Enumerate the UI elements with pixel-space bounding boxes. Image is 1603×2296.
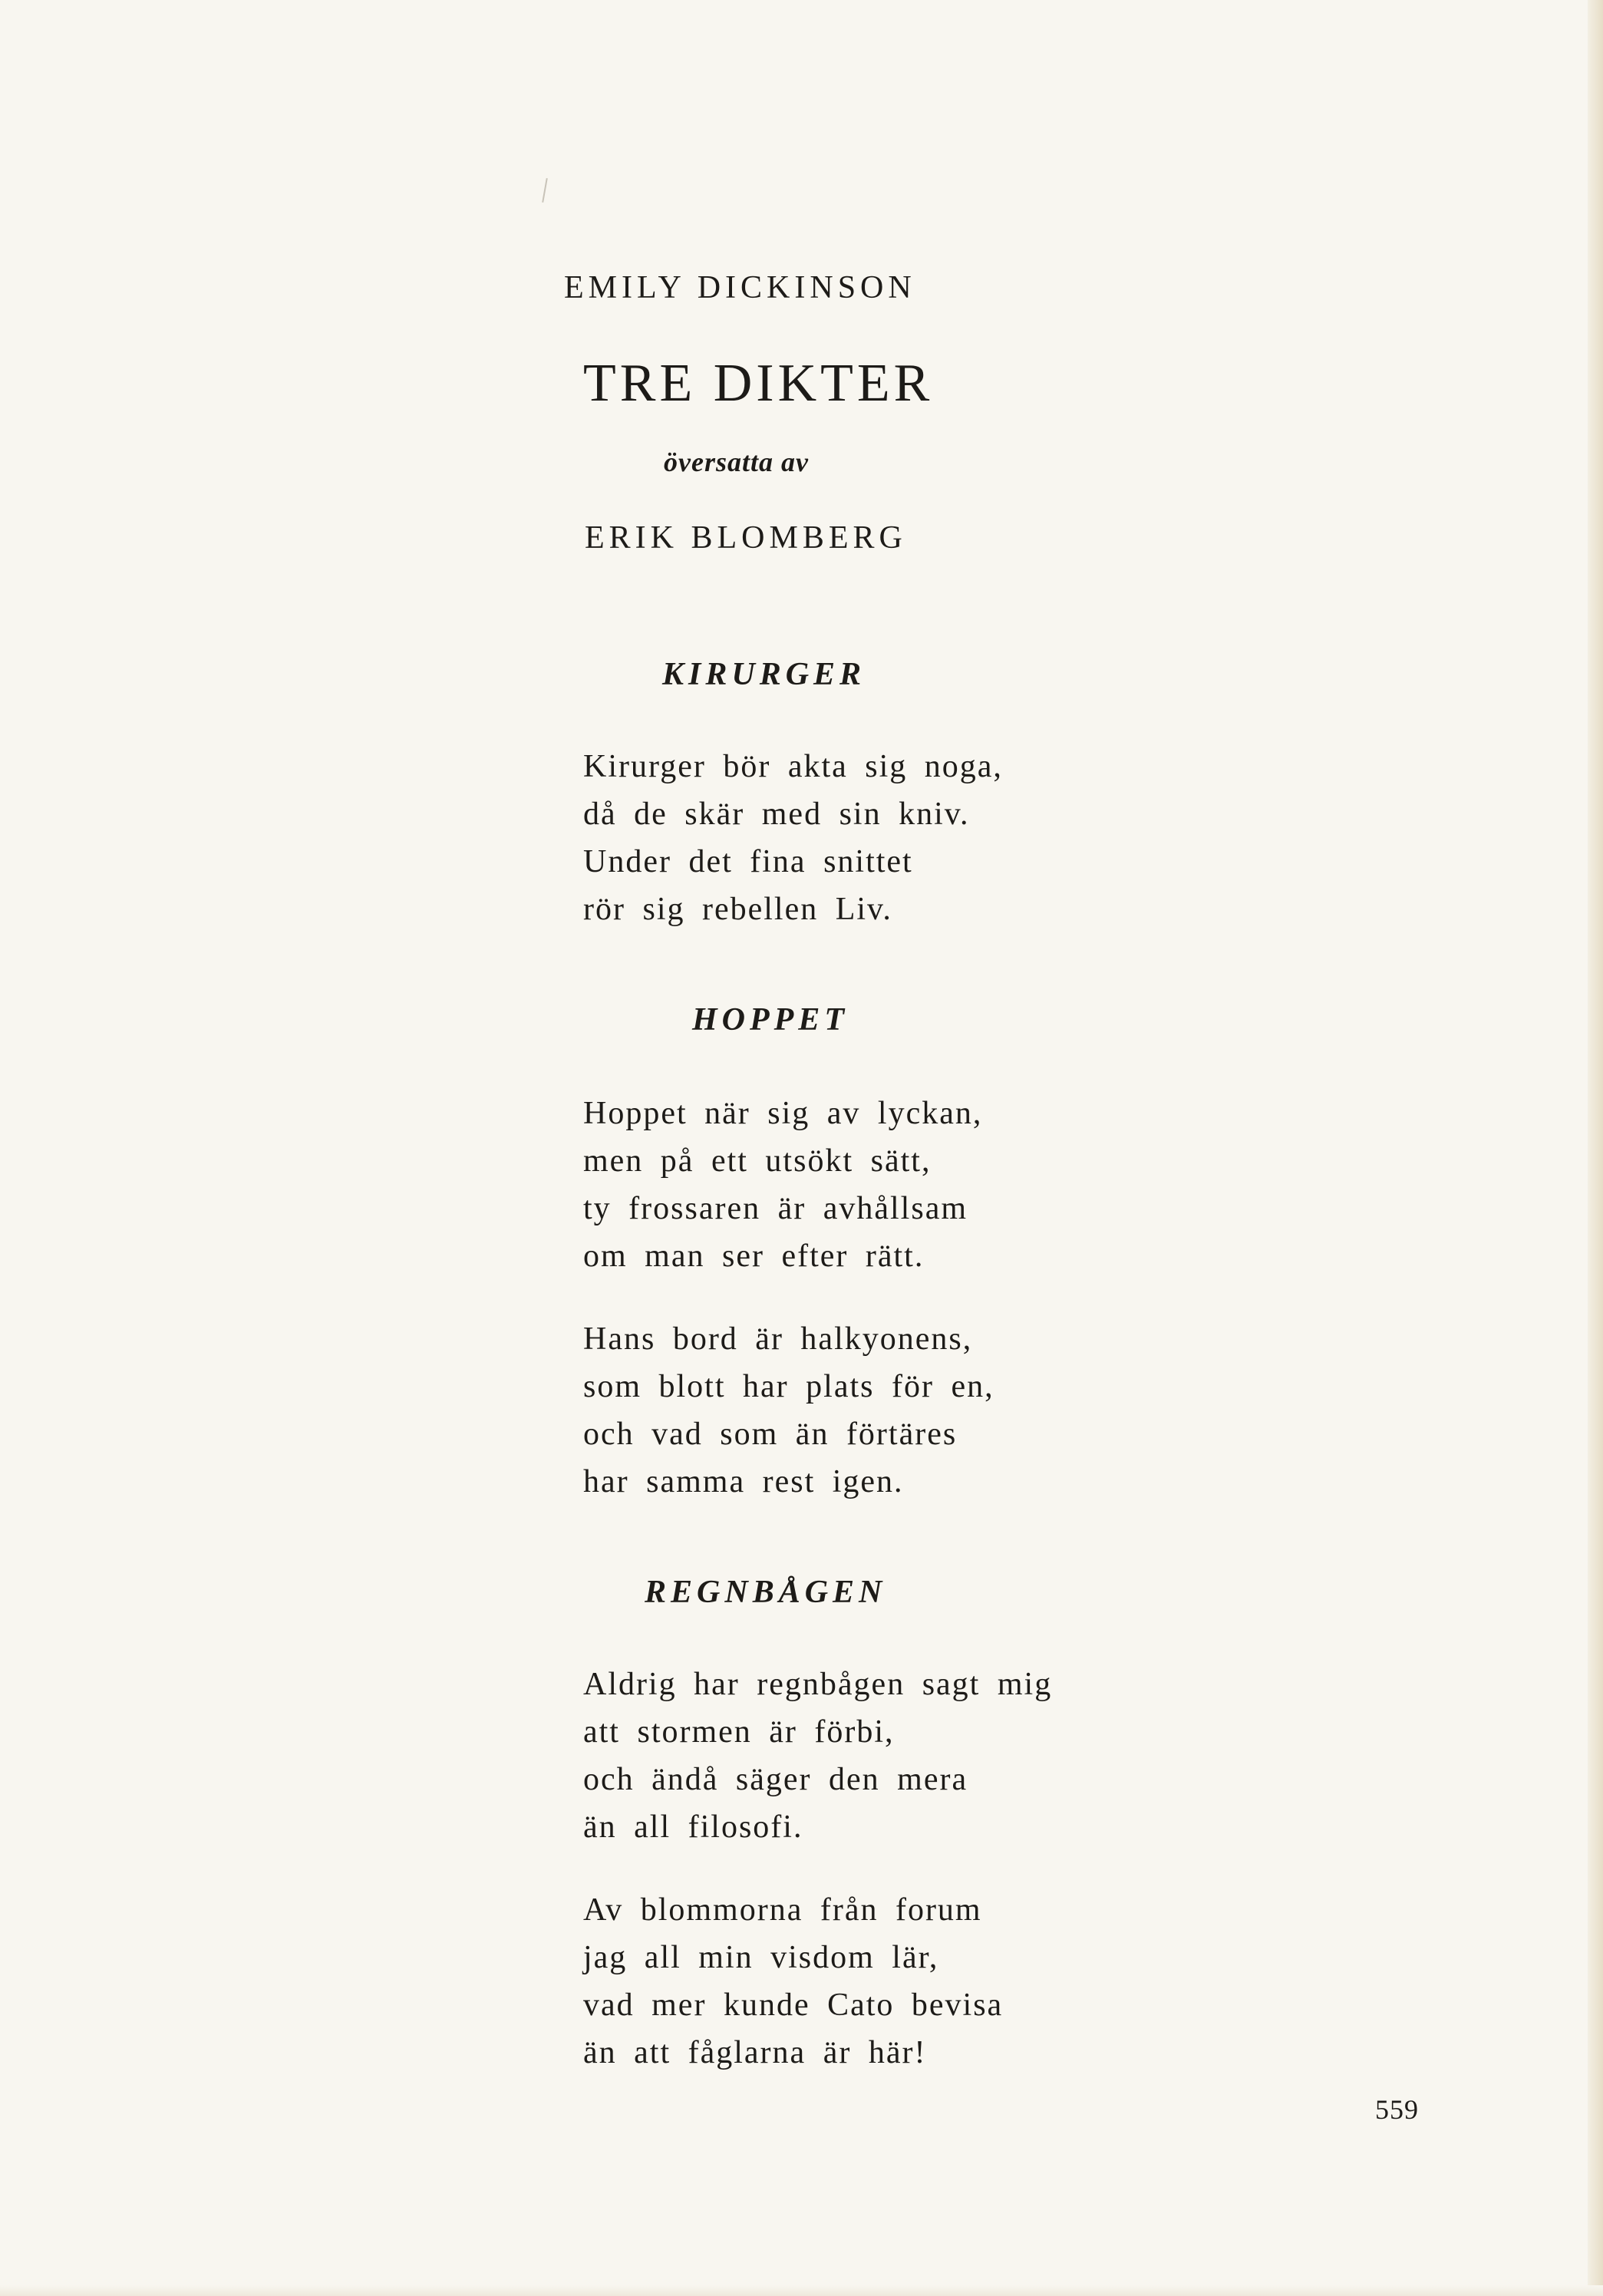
verse-line: då de skär med sin kniv. [583,797,970,832]
verse-line: än all filosofi. [583,1809,803,1845]
author-name: EMILY DICKINSON [564,270,916,305]
verse-line: Av blommorna från forum [583,1892,982,1928]
verse-line: än att fåglarna är här! [583,2035,927,2070]
poem-kirurger-stanza-1 [583,743,1003,933]
verse-line: har samma rest igen. [583,1464,904,1499]
paper-mark [542,178,548,203]
page-edge-shadow [1588,0,1603,2296]
verse-line: men på ett utsökt sätt, [583,1143,932,1179]
collection-title: TRE DIKTER [583,354,934,413]
verse-line: att stormen är förbi, [583,1714,895,1750]
poem-regnbagen-stanza-1 [583,1661,1052,1851]
verse-line: Hans bord är halkyonens, [583,1321,973,1357]
verse-line: och vad som än förtäres [583,1417,958,1452]
verse-line: om man ser efter rätt. [583,1239,925,1274]
verse-line: vad mer kunde Cato bevisa [583,1988,1004,2023]
poem-hoppet-stanza-1 [583,1090,982,1280]
verse-line: Aldrig har regnbågen sagt mig [583,1667,1053,1702]
page-number: 559 [1375,2094,1419,2125]
verse-line: jag all min visdom lär, [583,1940,939,1975]
translator-name: ERIK BLOMBERG [585,520,907,556]
verse-line: ty frossaren är avhållsam [583,1191,968,1226]
verse-line: rör sig rebellen Liv. [583,892,892,927]
poem-regnbagen-stanza-2 [583,1886,1003,2077]
verse-line: som blott har plats för en, [583,1369,994,1404]
translated-by-label: översatta av [664,447,809,477]
poem-title-kirurger: KIRURGER [662,657,866,692]
verse-line: Under det fina snittet [583,844,913,879]
poem-title-hoppet: HOPPET [692,1002,849,1037]
verse-line: och ändå säger den mera [583,1762,968,1797]
poem-hoppet-stanza-2 [583,1315,994,1506]
poem-title-regnbagen: REGNBÅGEN [645,1575,887,1610]
page-bottom-edge [0,2285,1603,2296]
verse-line: Hoppet när sig av lyckan, [583,1096,983,1131]
verse-line: Kirurger bör akta sig noga, [583,749,1003,784]
